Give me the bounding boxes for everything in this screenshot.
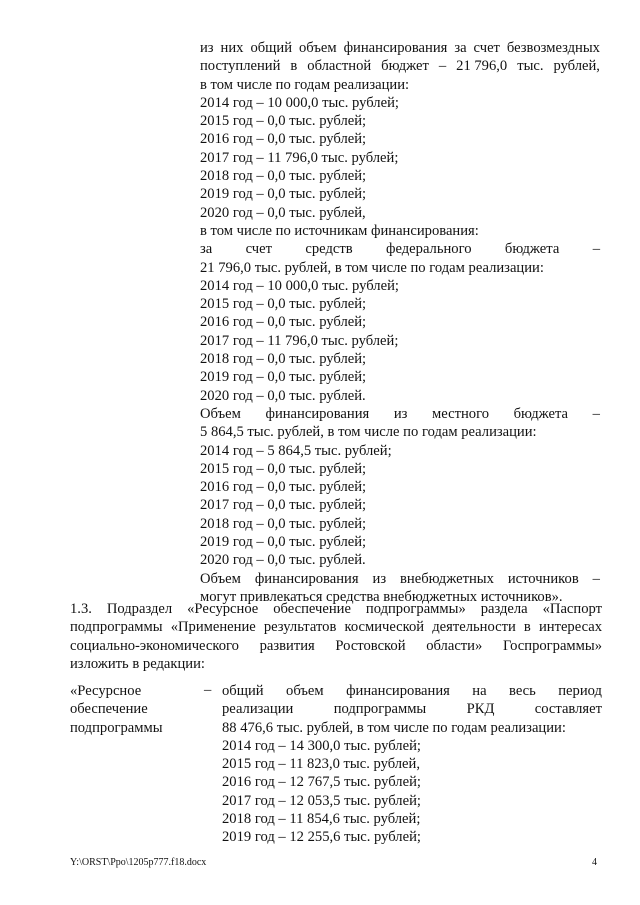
word: подпрограммы [333, 701, 427, 718]
text-line: изложить в редакции: [70, 655, 205, 672]
text-line: 2016 год – 0,0 тыс. рублей; [200, 479, 367, 496]
footer-file-path: Y:\ORST\Ppo\1205p777.f18.docx [70, 857, 207, 868]
word: бюджета [504, 241, 560, 258]
word: бюджета [513, 405, 569, 422]
word: областной [307, 58, 372, 75]
word: безвозмездных [506, 40, 600, 56]
word: составляет [534, 701, 602, 718]
word: местного [432, 405, 490, 422]
text-line: 2016 год – 0,0 тыс. рублей; [200, 314, 367, 331]
text-line: 2019 год – 12 255,6 тыс. рублей; [222, 829, 421, 846]
word: в [290, 58, 298, 75]
word: финансирования [265, 405, 370, 422]
word: интересах [538, 619, 602, 636]
word: тыс. [517, 58, 544, 75]
resource-table-values [222, 682, 602, 847]
text-line: 2016 год – 12 767,5 тыс. рублей; [222, 774, 421, 791]
funding-details-block [200, 39, 600, 606]
word: федерального [386, 241, 472, 258]
text-line [70, 600, 602, 618]
text-line: 2019 год – 0,0 тыс. рублей; [200, 186, 367, 203]
word: реализации [222, 701, 294, 718]
word: счет [245, 241, 273, 258]
text-line: 2015 год – 11 823,0 тыс. рублей, [222, 756, 420, 773]
text-line: 2017 год – 11 796,0 тыс. рублей; [200, 332, 399, 349]
word: за [200, 241, 213, 258]
text-line: 2016 год – 0,0 тыс. рублей; [200, 131, 367, 148]
word: «Паспорт [542, 601, 602, 617]
text-line: 2018 год – 0,0 тыс. рублей; [200, 168, 367, 185]
text-line: в том числе по годам реализации: [200, 76, 410, 93]
text-line [200, 405, 600, 423]
text-line: 2014 год – 5 864,5 тыс. рублей; [200, 442, 392, 459]
footer-page-number: 4 [592, 857, 597, 868]
text-line: 21 796,0 тыс. рублей, в том числе по годам реализации: [200, 259, 544, 276]
label-line: подпрограммы [70, 719, 163, 736]
word: из [372, 570, 387, 587]
resource-table-label [70, 682, 210, 737]
text-line: 5 864,5 тыс. рублей, в том числе по годам реализации: [200, 424, 537, 441]
word: Госпрограммы» [502, 637, 602, 654]
label-line: обеспечение [70, 701, 148, 718]
text-line: 2020 год – 0,0 тыс. рублей, [200, 204, 366, 221]
text-line [200, 57, 600, 75]
text-line [200, 39, 600, 57]
word: финансирования [254, 570, 359, 587]
text-line: 2015 год – 0,0 тыс. рублей; [200, 113, 367, 130]
text-line [70, 618, 602, 636]
word: подпрограммы» [365, 601, 466, 617]
word: «Применение [170, 619, 256, 636]
word: космической [344, 619, 425, 636]
word: результатов [263, 619, 337, 636]
word: – [438, 58, 447, 75]
text-line: могут привлекаться средства внебюджетных источников». [200, 588, 563, 605]
word: счет [473, 40, 500, 56]
text-line: 2014 год – 10 000,0 тыс. рублей; [200, 94, 399, 111]
text-line: 2015 год – 0,0 тыс. рублей; [200, 296, 367, 313]
text-line: 2018 год – 11 854,6 тыс. рублей; [222, 811, 421, 828]
word: общий [222, 683, 264, 699]
section-1-3-paragraph [70, 600, 602, 673]
word: весь [509, 683, 536, 699]
word: 21 796,0 [456, 58, 508, 75]
word: на [472, 683, 487, 699]
text-line: в том числе по источникам финансирования: [200, 222, 479, 239]
text-line: 2015 год – 0,0 тыс. рублей; [200, 460, 367, 477]
word: области» [426, 637, 483, 654]
word: Ростовской [335, 637, 406, 654]
word: из [393, 405, 408, 422]
word: источников [507, 570, 579, 587]
word: подпрограммы [70, 619, 163, 636]
text-line: 2018 год – 0,0 тыс. рублей; [200, 351, 367, 368]
word: раздела [480, 601, 528, 617]
word: из [200, 40, 214, 56]
word: за [454, 40, 467, 56]
word: внебюджетных [400, 570, 494, 587]
word: финансирования [346, 683, 450, 699]
word: в [523, 619, 531, 636]
text-line: 2019 год – 0,0 тыс. рублей; [200, 534, 367, 551]
word: деятельности [432, 619, 516, 636]
word: Объем [200, 405, 241, 422]
word: Объем [200, 570, 241, 587]
text-line: 2014 год – 10 000,0 тыс. рублей; [200, 277, 399, 294]
text-line: 2018 год – 0,0 тыс. рублей; [200, 515, 367, 532]
text-line: 2019 год – 0,0 тыс. рублей; [200, 369, 367, 386]
word: них [220, 40, 244, 56]
word: «Ресурсное [187, 601, 259, 617]
word: 1.3. [70, 601, 92, 617]
label-line: «Ресурсное [70, 683, 142, 699]
word: развития [259, 637, 315, 654]
word: рублей, [553, 58, 600, 75]
text-line [222, 700, 602, 718]
word: средств [305, 241, 353, 258]
word: Подраздел [106, 601, 173, 617]
word: поступлений [200, 58, 281, 75]
word: финансирования [343, 40, 448, 56]
word: объем [299, 40, 337, 56]
text-line: 88 476,6 тыс. рублей, в том числе по годам реализации: [222, 719, 566, 736]
word: объем [286, 683, 324, 699]
text-line [222, 682, 602, 700]
text-line [200, 240, 600, 258]
word: обеспечение [273, 601, 351, 617]
text-line: 2014 год – 14 300,0 тыс. рублей; [222, 737, 421, 754]
text-line [70, 637, 602, 655]
word: общий [250, 40, 293, 56]
word: – [592, 405, 600, 422]
resource-table-dash: – [204, 682, 212, 698]
text-line [200, 570, 600, 588]
text-line: 2020 год – 0,0 тыс. рублей. [200, 387, 366, 404]
text-line: 2017 год – 11 796,0 тыс. рублей; [200, 149, 399, 166]
word: – [592, 570, 600, 587]
word: бюджет [381, 58, 429, 75]
word: – [592, 241, 600, 258]
word: период [558, 683, 602, 699]
text-line: 2017 год – 0,0 тыс. рублей; [200, 497, 367, 514]
word: социально-экономического [70, 637, 239, 654]
text-line: 2017 год – 12 053,5 тыс. рублей; [222, 792, 421, 809]
text-line: 2020 год – 0,0 тыс. рублей. [200, 552, 366, 569]
word: РКД [466, 701, 495, 718]
